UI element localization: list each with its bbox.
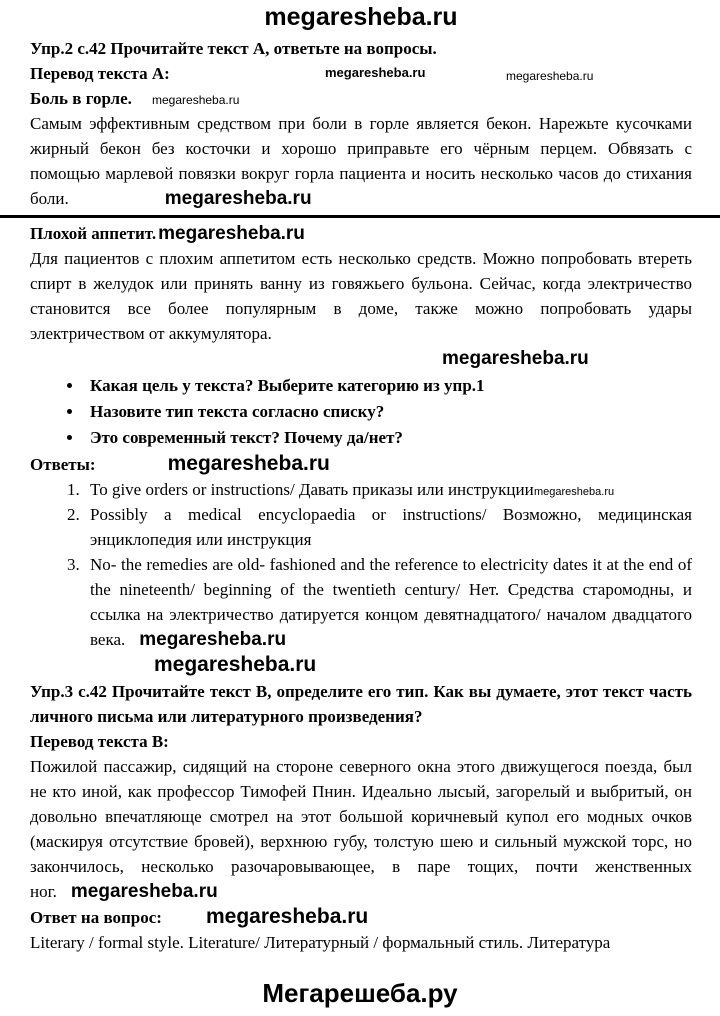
answers-label-row	[30, 451, 692, 477]
text-a-paragraph-2	[30, 246, 692, 346]
watermark-row	[154, 652, 692, 679]
watermark: megaresheba.ru	[205, 905, 369, 928]
text-a-subtitle-row	[30, 221, 692, 246]
text-a-paragraph-text: Самым эффективным средством при боли в горле является бекон. Нарежьте кусочками жирный бекон без косточки и хорошо приправьте его чёрным перцем. Обвязать с помощью марлевой повязки вокруг горла пациента и носить несколько часов до стихания боли.	[30, 114, 692, 208]
watermark: megaresheba.ru	[139, 629, 287, 650]
watermark: megaresheba.ru	[167, 452, 330, 475]
answer-item	[84, 477, 692, 502]
answers-label: Ответы:	[30, 455, 96, 474]
question-text: Это современный текст? Почему да/нет?	[90, 428, 403, 447]
question-list	[30, 373, 692, 451]
answer-item	[84, 502, 692, 552]
watermark: megaresheba.ru	[154, 653, 317, 676]
watermark-row	[442, 346, 692, 371]
question-text: Какая цель у текста? Выберите категорию из упр.1	[90, 376, 485, 395]
answer-label: Ответ на вопрос:	[30, 908, 162, 927]
answer-text: To give orders or instructions/ Давать приказы или инструкции	[90, 480, 534, 499]
text-a-paragraph	[30, 111, 692, 211]
answer-text: Possibly a medical encyclopaedia or instructions/ Возможно, медицинская энциклопедия или инструкция	[90, 505, 692, 549]
text-a-subtitle-poor-appetite: Плохой аппетит.	[30, 224, 157, 243]
answer-list	[30, 477, 692, 652]
answer-item	[84, 552, 692, 652]
site-watermark-top: megaresheba.ru	[264, 3, 458, 31]
exercise3-answer: Literary / formal style. Literature/ Литературный / формальный стиль. Литература	[30, 933, 611, 952]
exercise-3-section	[30, 679, 692, 955]
question-item	[84, 425, 692, 451]
answer-text: No- the remedies are old- fashioned and the reference to electricity dates it at the end of the nineteenth/ beginning of the twentieth century/ Нет. Средства старомодны, и ссылка на электричество датируется концом девятнадцатого/ началом двадцатого века.	[90, 555, 692, 649]
exercise3-heading: Упр.3 с.42 Прочитайте текст В, определите его тип. Как вы думаете, этот текст часть личного письма или литературного произведения?	[30, 682, 692, 726]
question-item	[84, 399, 692, 425]
watermark: megaresheba.ru	[325, 65, 426, 80]
text-b-paragraph-text: Пожилой пассажир, сидящий на стороне северного окна этого движущегося поезда, был не кто иной, как профессор Тимофей Пнин. Идеально лысый, загорелый и выбритый, он довольно впечатляюще смотрел на этот большой коричневый купол его модных очков (маскируя отсутствие бровей), верхнюю губу, толстую шею и сильный мужской торс, но закончилось, несколько разочаровывающее, в паре тощих, почти женственных ног.	[30, 757, 692, 901]
watermark: megaresheba.ru	[158, 223, 305, 244]
watermark: megaresheba.ru	[534, 486, 615, 498]
watermark: megaresheba.ru	[506, 69, 594, 83]
exercise2-heading: Упр.2 с.42 Прочитайте текст А, ответьте на вопросы.	[30, 39, 437, 58]
text-a-paragraph-2-text: Для пациентов с плохим аппетитом есть несколько средств. Можно попробовать втереть спирт в желудок или принять ванну из говяжьего бульона. Сейчас, когда электричество становится все более популярным в доме, также можно попробовать удары электричеством от аккумулятора.	[30, 249, 692, 343]
answer-label-row	[30, 904, 692, 930]
text-b-paragraph	[30, 754, 692, 904]
watermark: megaresheba.ru	[164, 188, 312, 209]
translation-a-label: Перевод текста А:	[30, 64, 170, 83]
section-divider	[0, 215, 720, 218]
translation-b-label: Перевод текста В:	[30, 732, 169, 751]
watermark: megaresheba.ru	[442, 348, 589, 369]
site-logo-bottom: Мегарешеба.ру	[262, 978, 458, 1008]
exercise-2-section	[30, 36, 692, 679]
question-text: Назовите тип текста согласно списку?	[90, 402, 385, 421]
watermark: megaresheba.ru	[152, 93, 240, 107]
watermark: megaresheba.ru	[70, 881, 218, 902]
text-a-subtitle-sore-throat: Боль в горле.	[30, 89, 132, 108]
question-item	[84, 373, 692, 399]
